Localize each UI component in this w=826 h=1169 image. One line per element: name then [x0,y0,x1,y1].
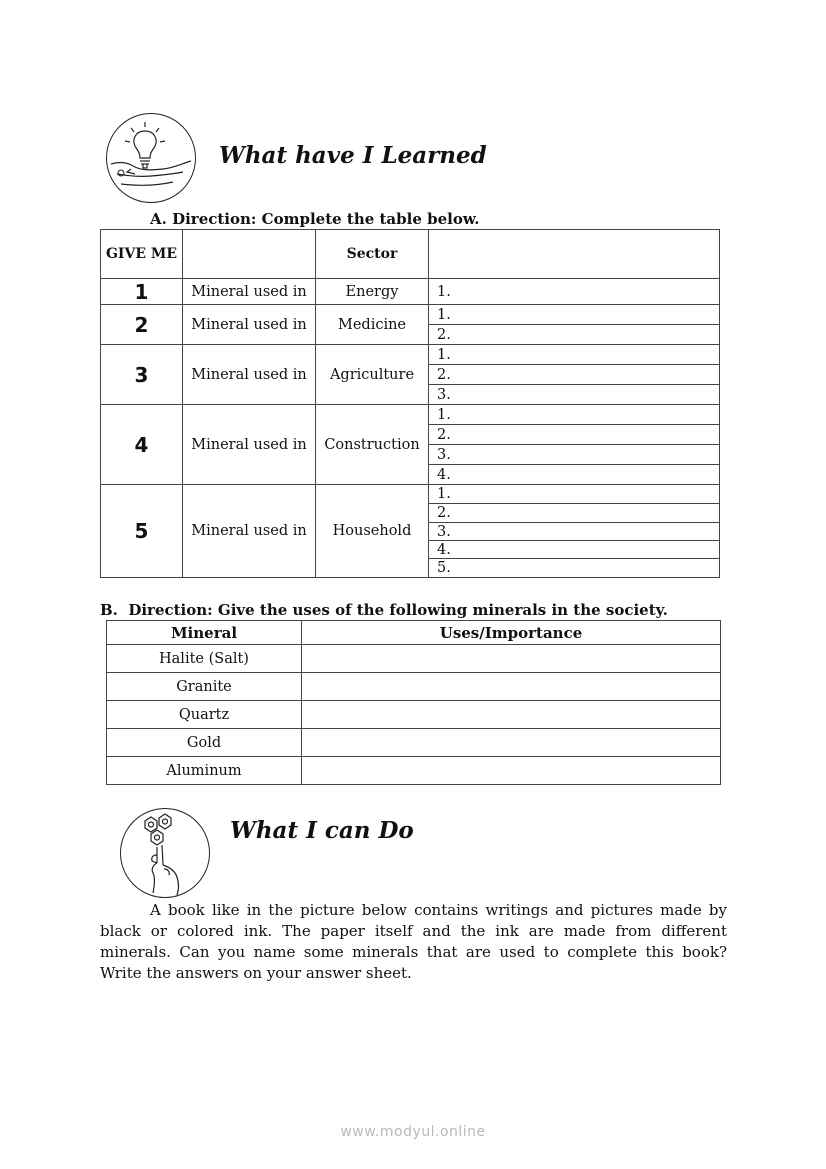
row-number: 1 [101,279,183,305]
table-b [106,620,721,785]
table-a [100,229,720,578]
answer-slot[interactable]: 2. [429,325,720,345]
table-row [101,405,720,425]
uses-answer-cell[interactable] [302,757,721,785]
row-sector: Household [316,485,429,578]
lightbulb-hand-icon [106,113,196,203]
answer-slot[interactable]: 1. [429,279,720,305]
uses-answer-cell[interactable] [302,701,721,729]
header-blank [183,230,316,279]
table-row [101,485,720,504]
section-title-can-do: What I can Do [230,817,414,844]
row-number: 5 [101,485,183,578]
mineral-name: Halite (Salt) [107,645,302,673]
uses-answer-cell[interactable] [302,673,721,701]
header-give-me: GIVE ME [101,230,183,279]
answer-slot[interactable]: 2. [429,365,720,385]
row-number: 4 [101,405,183,485]
hand-holding-hexagons-icon [120,808,210,898]
instruction-paragraph [100,900,727,984]
instruction-text: A book like in the picture below contains writings and pictures made by black or colored ink. The paper itself and the ink are made from different minerals. Can you name some minerals that are used to complete this book? Write the answers on your answer sheet. [100,901,727,982]
uses-answer-cell[interactable] [302,729,721,757]
row-sector: Energy [316,279,429,305]
header-mineral: Mineral [107,621,302,645]
watermark: www.modyul.online [340,1124,486,1140]
row-label: Mineral used in [183,305,316,345]
row-label: Mineral used in [183,279,316,305]
table-row [107,673,721,701]
row-sector: Construction [316,405,429,485]
table-row [101,345,720,365]
answer-slot[interactable]: 4. [429,541,720,559]
table-row [107,757,721,785]
row-label: Mineral used in [183,345,316,405]
answer-slot[interactable]: 1. [429,405,720,425]
row-number: 2 [101,305,183,345]
direction-a: A. Direction: Complete the table below. [150,210,480,228]
uses-answer-cell[interactable] [302,645,721,673]
header-uses: Uses/Importance [302,621,721,645]
answer-slot[interactable]: 1. [429,345,720,365]
row-label: Mineral used in [183,485,316,578]
answer-slot[interactable]: 3. [429,445,720,465]
mineral-name: Aluminum [107,757,302,785]
mineral-name: Granite [107,673,302,701]
table-row [107,645,721,673]
table-row [107,729,721,757]
section-title-learned: What have I Learned [219,142,487,169]
header-sector: Sector [316,230,429,279]
answer-slot[interactable]: 1. [429,485,720,504]
answer-slot[interactable]: 3. [429,385,720,405]
row-sector: Medicine [316,305,429,345]
row-sector: Agriculture [316,345,429,405]
answer-slot[interactable]: 4. [429,465,720,485]
row-label: Mineral used in [183,405,316,485]
table-row [101,279,720,305]
row-number: 3 [101,345,183,405]
answer-slot[interactable]: 5. [429,559,720,578]
table-row [101,305,720,325]
mineral-name: Gold [107,729,302,757]
header-answers [429,230,720,279]
answer-slot[interactable]: 2. [429,425,720,445]
answer-slot[interactable]: 3. [429,523,720,541]
mineral-name: Quartz [107,701,302,729]
table-b-header-row [107,621,721,645]
direction-b: B. Direction: Give the uses of the following minerals in the society. [100,601,668,619]
answer-slot[interactable]: 1. [429,305,720,325]
table-row [107,701,721,729]
table-a-header-row [101,230,720,279]
answer-slot[interactable]: 2. [429,504,720,523]
